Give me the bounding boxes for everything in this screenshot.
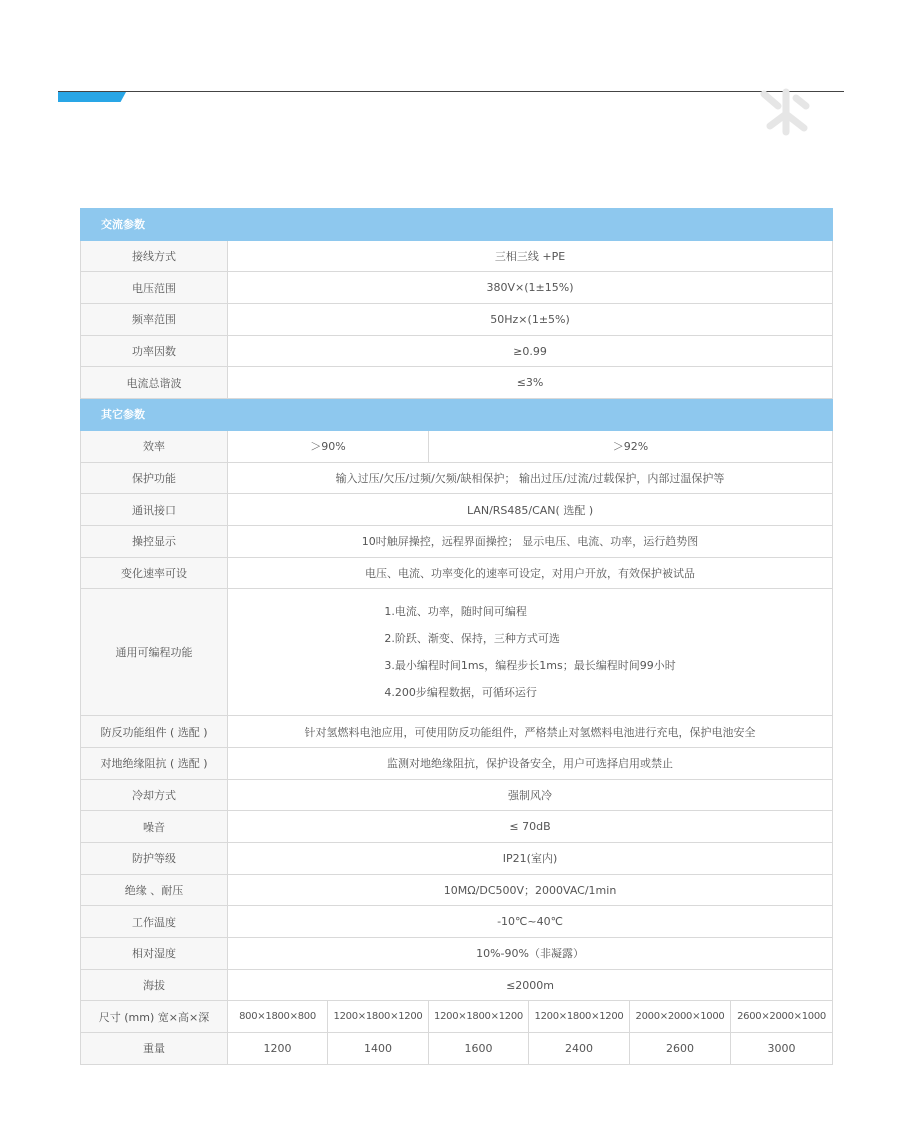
table-row bbox=[81, 240, 833, 272]
weight-cell: 3000 bbox=[731, 1033, 833, 1065]
row-label: 变化速率可设 bbox=[81, 557, 228, 589]
weight-cell: 1600 bbox=[429, 1033, 529, 1065]
table-row bbox=[81, 557, 833, 589]
weight-cell: 2600 bbox=[630, 1033, 731, 1065]
table-row bbox=[81, 462, 833, 494]
section-title: 交流参数 bbox=[81, 209, 833, 241]
row-value: ≤2000m bbox=[228, 969, 833, 1001]
watermark-logo-icon bbox=[756, 86, 816, 138]
row-value: 10吋触屏操控，远程界面操控； 显示电压、电流、功率，运行趋势图 bbox=[228, 525, 833, 557]
table-row bbox=[81, 304, 833, 336]
row-label: 防护等级 bbox=[81, 843, 228, 875]
row-label: 功率因数 bbox=[81, 335, 228, 367]
table-row bbox=[81, 335, 833, 367]
row-value: 50Hz×(1±5%) bbox=[228, 304, 833, 336]
row-label: 电流总谐波 bbox=[81, 367, 228, 399]
dimension-cell: 1200×1800×1200 bbox=[328, 1001, 429, 1033]
table-row bbox=[81, 874, 833, 906]
row-label: 频率范围 bbox=[81, 304, 228, 336]
table-row bbox=[81, 779, 833, 811]
weight-cell: 1400 bbox=[328, 1033, 429, 1065]
list-item: 2.阶跃、渐变、保持，三种方式可选 bbox=[384, 632, 560, 646]
dimension-cell: 800×1800×800 bbox=[228, 1001, 328, 1033]
row-value: 三相三线 +PE bbox=[228, 240, 833, 272]
row-value: 监测对地绝缘阻抗，保护设备安全，用户可选择启用或禁止 bbox=[228, 747, 833, 779]
table-row bbox=[81, 525, 833, 557]
table-row bbox=[81, 494, 833, 526]
header-rule bbox=[58, 91, 844, 92]
row-value: IP21(室内) bbox=[228, 843, 833, 875]
dimension-cell: 2600×2000×1000 bbox=[731, 1001, 833, 1033]
spec-table bbox=[80, 208, 833, 1065]
row-label: 冷却方式 bbox=[81, 779, 228, 811]
dimension-cell: 1200×1800×1200 bbox=[429, 1001, 529, 1033]
row-label: 相对湿度 bbox=[81, 938, 228, 970]
table-row bbox=[81, 843, 833, 875]
row-value: ≤3% bbox=[228, 367, 833, 399]
row-label: 噪音 bbox=[81, 811, 228, 843]
table-row-programmable bbox=[81, 589, 833, 716]
section-header-other bbox=[81, 399, 833, 431]
table-row bbox=[81, 716, 833, 748]
section-header-ac bbox=[81, 209, 833, 241]
table-row bbox=[81, 367, 833, 399]
row-value: -10℃~40℃ bbox=[228, 906, 833, 938]
row-value: ≥0.99 bbox=[228, 335, 833, 367]
row-label: 保护功能 bbox=[81, 462, 228, 494]
dimension-cell: 1200×1800×1200 bbox=[529, 1001, 630, 1033]
row-label: 通讯接口 bbox=[81, 494, 228, 526]
table-row bbox=[81, 906, 833, 938]
row-label: 电压范围 bbox=[81, 272, 228, 304]
row-value: 380V×(1±15%) bbox=[228, 272, 833, 304]
header-accent-bar bbox=[58, 92, 126, 102]
weight-cell: 2400 bbox=[529, 1033, 630, 1065]
row-value: 电压、电流、功率变化的速率可设定，对用户开放，有效保护被试品 bbox=[228, 557, 833, 589]
row-value: ＞90% bbox=[228, 430, 429, 462]
row-value: LAN/RS485/CAN( 选配 ) bbox=[228, 494, 833, 526]
row-label: 接线方式 bbox=[81, 240, 228, 272]
row-value bbox=[228, 589, 833, 716]
row-value: 10MΩ/DC500V；2000VAC/1min bbox=[228, 874, 833, 906]
row-label: 效率 bbox=[81, 430, 228, 462]
row-value: 10%-90%（非凝露） bbox=[228, 938, 833, 970]
table-row bbox=[81, 272, 833, 304]
table-row bbox=[81, 969, 833, 1001]
row-label: 工作温度 bbox=[81, 906, 228, 938]
section-title: 其它参数 bbox=[81, 399, 833, 431]
row-label: 对地绝缘阻抗 ( 选配 ) bbox=[81, 747, 228, 779]
programmable-list bbox=[384, 598, 675, 706]
row-value: 针对氢燃料电池应用，可使用防反功能组件，严格禁止对氢燃料电池进行充电，保护电池安全 bbox=[228, 716, 833, 748]
table-row bbox=[81, 747, 833, 779]
row-label: 防反功能组件 ( 选配 ) bbox=[81, 716, 228, 748]
table-row-dimensions bbox=[81, 1001, 833, 1033]
row-label: 操控显示 bbox=[81, 525, 228, 557]
weight-cell: 1200 bbox=[228, 1033, 328, 1065]
list-item: 4.200步编程数据，可循环运行 bbox=[384, 686, 537, 700]
row-label: 通用可编程功能 bbox=[81, 589, 228, 716]
dimension-cell: 2000×2000×1000 bbox=[630, 1001, 731, 1033]
table-row-weight bbox=[81, 1033, 833, 1065]
row-label: 尺寸 (mm) 宽×高×深 bbox=[81, 1001, 228, 1033]
row-value: 输入过压/欠压/过频/欠频/缺相保护； 输出过压/过流/过载保护，内部过温保护等 bbox=[228, 462, 833, 494]
row-label: 海拔 bbox=[81, 969, 228, 1001]
table-row bbox=[81, 811, 833, 843]
row-value: 强制风冷 bbox=[228, 779, 833, 811]
list-item: 3.最小编程时间1ms，编程步长1ms；最长编程时间99小时 bbox=[384, 659, 676, 673]
list-item: 1.电流、功率，随时间可编程 bbox=[384, 605, 527, 619]
table-row bbox=[81, 938, 833, 970]
row-value: ≤ 70dB bbox=[228, 811, 833, 843]
row-label: 重量 bbox=[81, 1033, 228, 1065]
table-row-efficiency bbox=[81, 430, 833, 462]
row-value: ＞92% bbox=[429, 430, 833, 462]
row-label: 绝缘 、耐压 bbox=[81, 874, 228, 906]
